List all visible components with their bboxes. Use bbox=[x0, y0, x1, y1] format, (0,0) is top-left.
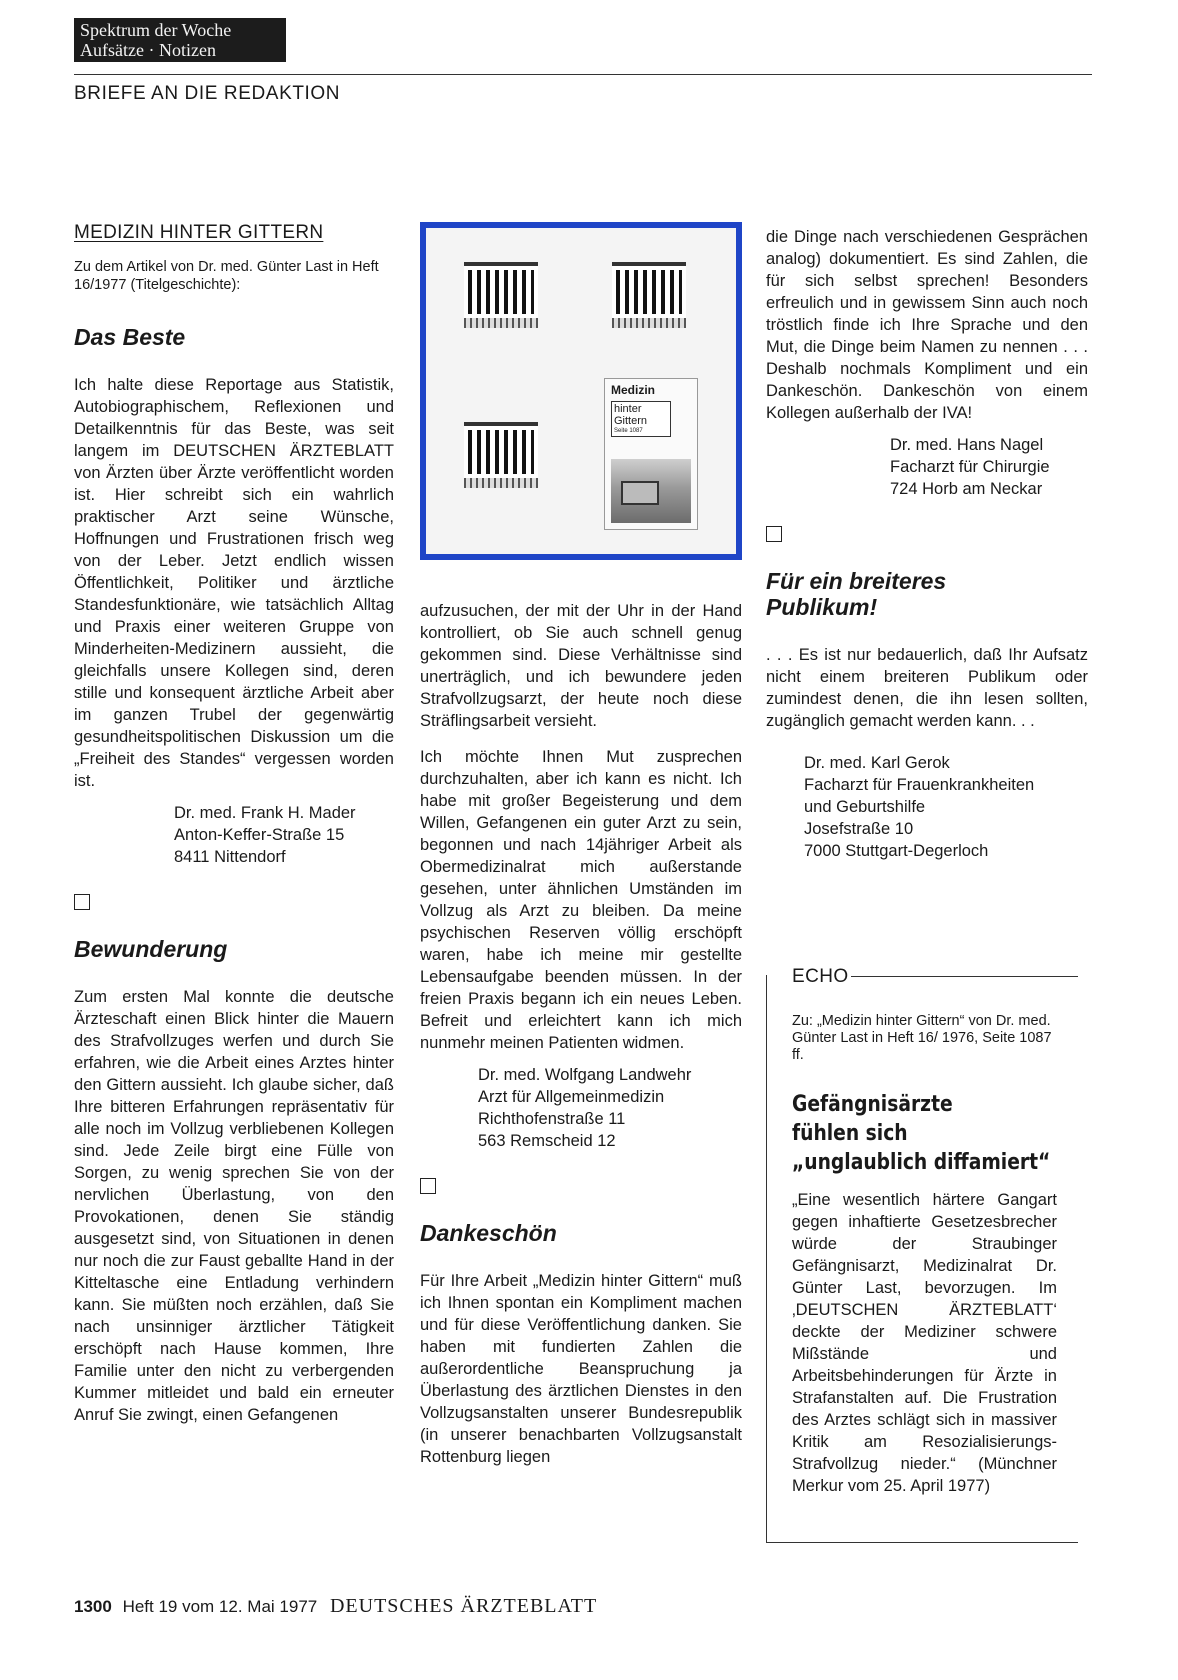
letter-signature bbox=[74, 802, 394, 868]
page-footer bbox=[74, 1595, 597, 1618]
signature-line: und Geburtshilfe bbox=[804, 798, 926, 816]
letter-body: Ich möchte Ihnen Mut zusprechen durchzuhalten, aber ich kann es nicht. Ich habe mit großer Begeisterung und dem Willen, Gefangenen ein guter Arzt zu sein, begonnen und nach 14jähriger Arbeit als Obermedizinalrat mich außerstande gesehen, unter ähnlichen Umständen im Vollzug als Arzt zu bleiben. Da meine psychischen Reserven völlig erschöpft waren, habe ich meine mir gestellte Lebensaufgabe beenden müssen. In der freien Praxis begann ich ein neues Leben. Befreit und erleichtert kann ich mich nunmehr meinen Patienten widmen. bbox=[420, 748, 742, 1052]
letter-heading-bewunderung: Bewunderung bbox=[74, 936, 228, 962]
magazine-name: DEUTSCHES ÄRZTEBLATT bbox=[329, 1595, 598, 1617]
signature-line: 563 Remscheid 12 bbox=[478, 1132, 616, 1150]
signature-line: Dr. med. Frank H. Mader bbox=[174, 804, 356, 822]
signature-line: Dr. med. Karl Gerok bbox=[804, 754, 950, 772]
echo-quote: „Eine wesentlich härtere Gangart gegen inhaftierte Gesetzesbrecher würde der Straubinger Gefängnisarzt, Medizinalrat Dr. Günter Last, bevorzugen. Im ‚DEUTSCHEN ÄRZTEBLATT‘ deckte der Mediziner schwere Mißstände und Arbeitsbehinderungen für Ärzte in Strafanstalten auf. Die Frustration des Arztes schlägt sich in massiver Kritik am Resozialisierungs-Strafvollzug nieder.“ (Münchner Merkur vom 25. April 1977) bbox=[792, 1191, 1057, 1495]
signature-line: Facharzt für Chirurgie bbox=[890, 458, 1050, 476]
cover-page-ref: Seite 1087 bbox=[614, 428, 643, 434]
section-title: BRIEFE AN DIE REDAKTION bbox=[74, 83, 341, 104]
echo-headline-line: „unglaublich diffamiert“ bbox=[792, 1150, 1051, 1175]
barred-window bbox=[464, 422, 538, 488]
badge-line-1: Spektrum der Woche bbox=[80, 20, 232, 40]
signature-line: Anton-Keffer-Straße 15 bbox=[174, 826, 345, 844]
header-rule bbox=[74, 74, 1092, 75]
letter-body: . . . Es ist nur bedauerlich, daß Ihr Aufsatz nicht einem breiteren Publikum oder zumindest denen, die ihn lesen sollten, zugänglich gemacht werden kann. . . bbox=[766, 646, 1088, 730]
barred-window bbox=[612, 262, 686, 328]
signature-line: Josefstraße 10 bbox=[804, 820, 914, 838]
signature-line: Richthofenstraße 11 bbox=[478, 1110, 626, 1128]
section-badge bbox=[74, 18, 286, 62]
letter-body: aufzusuchen, der mit der Uhr in der Hand kontrolliert, ob Sie auch schnell genug gekommen sind. Diese Verhältnisse sind unerträglich, und ich bewundere jeden Strafvollzugsarzt, der heute noch diese Sträflingsarbeit versieht. bbox=[420, 602, 742, 730]
letter-heading-dankeschoen: Dankeschön bbox=[420, 1220, 557, 1246]
page-number: 1300 bbox=[74, 1597, 112, 1616]
barred-window bbox=[464, 262, 538, 328]
end-of-letter-box bbox=[766, 526, 782, 542]
echo-label: ECHO bbox=[792, 966, 849, 987]
cover-subtitle bbox=[611, 401, 671, 437]
cover-subtitle-line: hinter bbox=[614, 403, 642, 415]
magazine-cover bbox=[604, 378, 698, 530]
letter-body: Für Ihre Arbeit „Medizin hinter Gittern“ muß ich Ihnen spontan ein Kompliment machen und für diese Veröffentlichung danken. Sie haben mit fundierten Zahlen die außerordentliche Beanspruchung ja Überlastung des ärztlichen Dienstes in den Vollzugsanstalten unserer Bundesrepublik (in unserer benachbarten Vollzugsanstalt Rottenburg liegen bbox=[420, 1272, 742, 1466]
letter-signature bbox=[766, 434, 1088, 500]
article-topic: MEDIZIN HINTER GITTERN bbox=[74, 222, 324, 243]
signature-line: Dr. med. Hans Nagel bbox=[890, 436, 1044, 454]
signature-line: Dr. med. Wolfgang Landwehr bbox=[478, 1066, 692, 1084]
signature-line: Arzt für Allgemeinmedizin bbox=[478, 1088, 665, 1106]
cover-subtitle-line: Gittern bbox=[614, 415, 648, 427]
cover-photo bbox=[611, 459, 691, 523]
column-2 bbox=[420, 600, 742, 1468]
signature-line: 724 Horb am Neckar bbox=[890, 480, 1043, 498]
signature-line: 8411 Nittendorf bbox=[174, 848, 286, 866]
letter-signature bbox=[766, 752, 1088, 862]
letter-body: Ich halte diese Reportage aus Statistik, Autobiographischem, Reflexionen und Detailkenntnis für das Beste, was seit langem im DEUTSCHEN ÄRZTEBLATT von Ärzten über Ärzte veröffentlicht worden ist. Hier schreibt sich ein wahrlich praktischer Arzt seine Wünsche, Hoffnungen und Frustrationen frisch weg von der Leber. Jetzt endlich wissen Öffentlichkeit, Politiker und ärztliche Standesfunktionäre, wie tatsächlich Alltag und Praxis einer weiteren Gruppe von Minderheiten-Medizinern aussieht, die gleichfalls unsere Kollegen sind, deren stille und konsequent ärztliche Arbeit aber im ganzen Trubel der gegenwärtig gesundheitspolitischen Diskussion um die „Freiheit des Standes“ vergessen worden ist. bbox=[74, 376, 394, 790]
column-1 bbox=[74, 222, 394, 1426]
cover-title: Medizin bbox=[611, 383, 655, 397]
letter-heading-publikum: Für ein breiteres Publikum! bbox=[766, 568, 947, 620]
echo-reference: Zu: „Medizin hinter Gittern“ von Dr. med. Günter Last in Heft 16/ 1976, Seite 1087 ff. bbox=[792, 1013, 1052, 1063]
letter-body: die Dinge nach verschiedenen Gesprächen analog) dokumentiert. Es sind Zahlen, die für sich selbst sprechen! Besonders erfreulich und in gewissem Sinn auch noch tröstlich finde ich Ihre Sprache und den Mut, die Dinge beim Namen zu nennen . . . Deshalb nochmals Kompliment und ein Dankeschön. Dankeschön von einem Kollegen außerhalb der IVA! bbox=[766, 228, 1088, 422]
article-intro: Zu dem Artikel von Dr. med. Günter Last in Heft 16/1977 (Titelgeschichte): bbox=[74, 259, 379, 293]
signature-line: 7000 Stuttgart-Degerloch bbox=[804, 842, 989, 860]
signature-line: Facharzt für Frauenkrankheiten bbox=[804, 776, 1035, 794]
echo-headline bbox=[792, 1090, 1050, 1177]
echo-headline-line: fühlen sich bbox=[792, 1121, 908, 1146]
letter-signature bbox=[420, 1064, 742, 1152]
end-of-letter-box bbox=[420, 1178, 436, 1194]
cover-illustration bbox=[420, 222, 742, 560]
letter-body: Zum ersten Mal konnte die deutsche Ärzteschaft einen Blick hinter die Mauern des Strafvollzuges werfen und durch Sie erfahren, wie die Arbeit eines Arztes hinter den Gittern aussieht. Ich glaube sicher, daß Ihre bitteren Erfahrungen repräsentativ für alle noch im Vollzug verbliebenen Kollegen sind. Jede Zeile birgt eine Fülle von Sorgen, zu wenig sprechen Sie von der nervlichen Überlastung, von den Provokationen, denen Sie ständig ausgesetzt sind, von Situationen in denen nur noch die zur Faust geballte Hand in der Kitteltasche eine Entladung verhindern kann. Sie müßten noch erzählen, daß Sie nach unsinniger ärztlicher Tätigkeit erschöpft nach Hause kommen, Ihre Familie unter den nicht zu verbergenden Kummer mitleidet und bald ein erneuter Anruf Sie zwingt, einen Gefangenen bbox=[74, 988, 394, 1424]
issue-info: Heft 19 vom 12. Mai 1977 bbox=[122, 1597, 318, 1616]
column-3 bbox=[766, 226, 1088, 862]
echo-box-top-rule bbox=[828, 976, 1078, 977]
echo-headline-line: Gefängnisärzte bbox=[792, 1092, 953, 1117]
badge-line-2: Aufsätze · Notizen bbox=[80, 40, 216, 60]
letter-heading-das-beste: Das Beste bbox=[74, 324, 186, 350]
end-of-letter-box bbox=[74, 894, 90, 910]
